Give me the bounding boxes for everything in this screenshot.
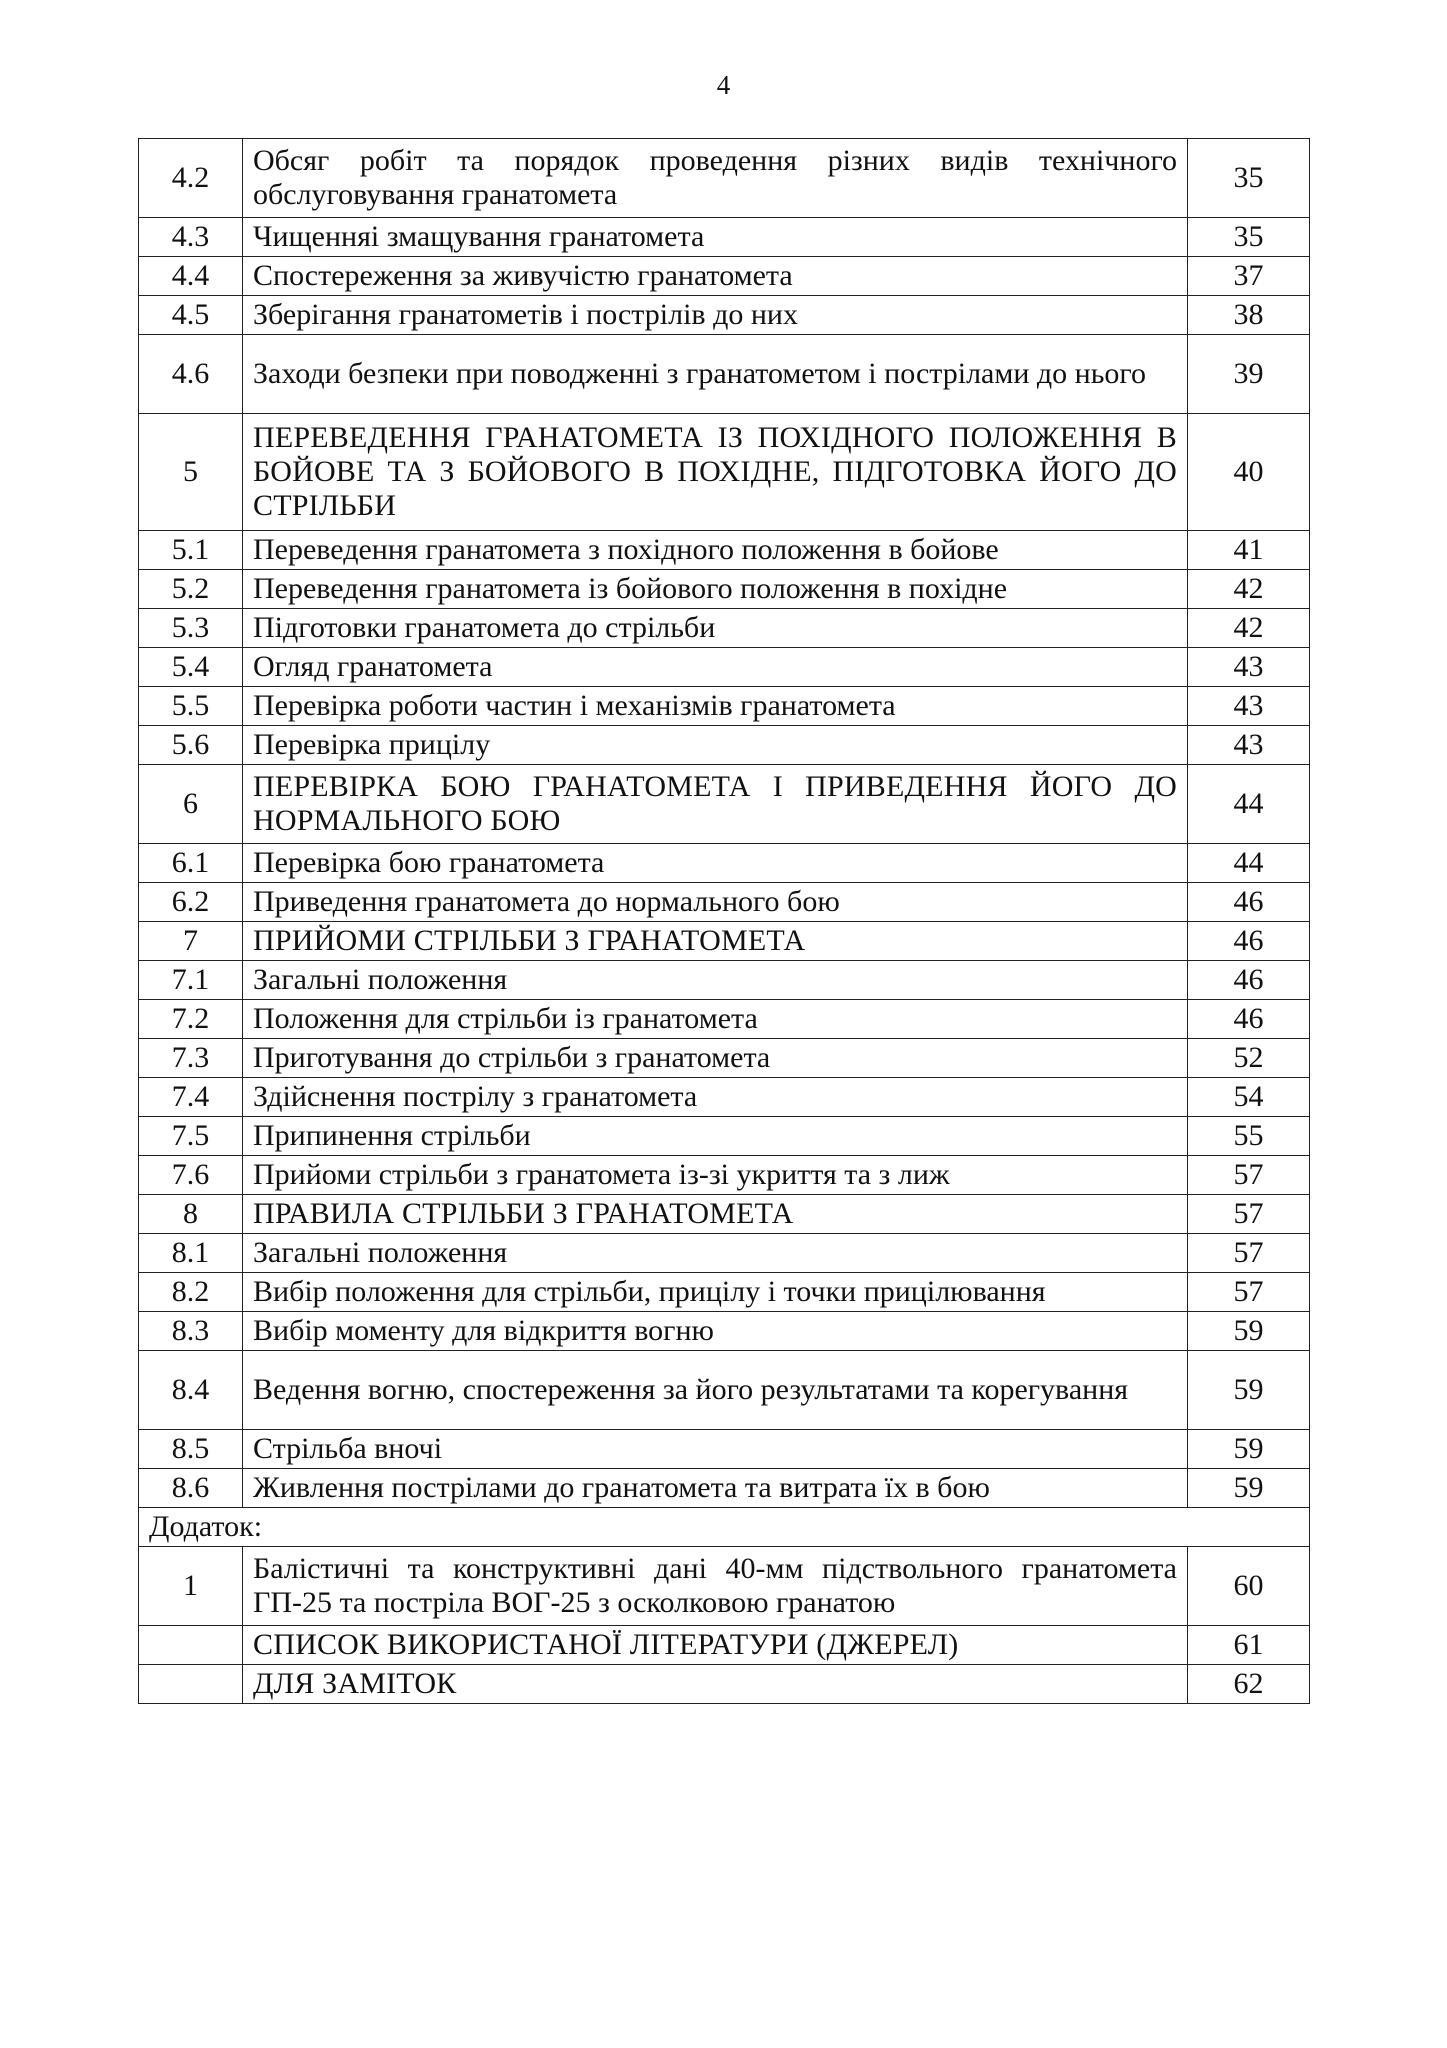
toc-row [139, 1351, 1310, 1430]
toc-section-number: 6.1 [139, 844, 243, 883]
toc-page-number: 60 [1188, 1547, 1310, 1626]
toc-section-title: Здійснення пострілу з гранатомета [243, 1078, 1188, 1117]
toc-row [139, 648, 1310, 687]
toc-appendix-row [139, 1547, 1310, 1626]
toc-section-number: 8.2 [139, 1273, 243, 1312]
toc-page-number: 46 [1188, 883, 1310, 922]
toc-appendix-number: 1 [139, 1547, 243, 1626]
toc-section-number: 7.5 [139, 1117, 243, 1156]
toc-row [139, 1039, 1310, 1078]
toc-page-number: 54 [1188, 1078, 1310, 1117]
toc-page-number: 35 [1188, 218, 1310, 257]
toc-section-number: 5.5 [139, 687, 243, 726]
toc-row [139, 1078, 1310, 1117]
toc-appendix-label: Додаток: [139, 1508, 1310, 1547]
toc-section-title: Приготування до стрільби з гранатомета [243, 1039, 1188, 1078]
toc-chapter-number: 6 [139, 765, 243, 844]
toc-section-title: Стрільба вночі [243, 1430, 1188, 1469]
toc-row [139, 531, 1310, 570]
toc-row [139, 1273, 1310, 1312]
toc-appendix-header-row [139, 1508, 1310, 1547]
toc-section-title: Положення для стрільби із гранатомета [243, 1000, 1188, 1039]
toc-row [139, 844, 1310, 883]
toc-section-title: Підготовки гранатомета до стрільби [243, 609, 1188, 648]
toc-page-number: 44 [1188, 765, 1310, 844]
toc-section-number: 8.3 [139, 1312, 243, 1351]
toc-section-title: Перевірка бою гранатомета [243, 844, 1188, 883]
toc-row [139, 1156, 1310, 1195]
toc-page-number: 46 [1188, 1000, 1310, 1039]
toc-page-number: 39 [1188, 335, 1310, 414]
toc-section-title: Ведення вогню, спостереження за його результатами та корегування [243, 1351, 1188, 1430]
toc-page-number: 57 [1188, 1156, 1310, 1195]
toc-page-number: 61 [1188, 1626, 1310, 1665]
toc-section-title: Обсяг робіт та порядок проведення різних видів технічного обслуговування гранатомета [243, 139, 1188, 218]
toc-section-number: 7.2 [139, 1000, 243, 1039]
toc-section-title: Загальні положення [243, 961, 1188, 1000]
toc-section-number [139, 1626, 243, 1665]
toc-page-number: 62 [1188, 1665, 1310, 1704]
toc-chapter-title: ПРАВИЛА СТРІЛЬБИ З ГРАНАТОМЕТА [243, 1195, 1188, 1234]
page-number: 4 [716, 70, 731, 100]
toc-section-number: 5.4 [139, 648, 243, 687]
toc-chapter-row [139, 1195, 1310, 1234]
toc-notes-title: ДЛЯ ЗАМІТОК [243, 1665, 1188, 1704]
toc-row [139, 1312, 1310, 1351]
toc-page-number: 55 [1188, 1117, 1310, 1156]
toc-page-number: 52 [1188, 1039, 1310, 1078]
toc-page-number: 46 [1188, 922, 1310, 961]
toc-row [139, 1469, 1310, 1508]
toc-page-number: 57 [1188, 1234, 1310, 1273]
toc-section-number [139, 1665, 243, 1704]
toc-row [139, 570, 1310, 609]
toc-section-number: 8.5 [139, 1430, 243, 1469]
toc-row [139, 1665, 1310, 1704]
toc-section-title: Перевірка роботи частин і механізмів гранатомета [243, 687, 1188, 726]
toc-row [139, 1430, 1310, 1469]
toc-section-number: 4.5 [139, 296, 243, 335]
toc-page-number: 59 [1188, 1430, 1310, 1469]
toc-section-title: Спостереження за живучістю гранатомета [243, 257, 1188, 296]
toc-section-title: Живлення пострілами до гранатомета та витрата їх в бою [243, 1469, 1188, 1508]
toc-page-number: 35 [1188, 139, 1310, 218]
toc-chapter-number: 8 [139, 1195, 243, 1234]
toc-appendix-title: Балістичні та конструктивні дані 40-мм підствольного гранатомета ГП-25 та пострілa ВОГ-25 з осколковою гранатою [243, 1547, 1188, 1626]
toc-row [139, 1117, 1310, 1156]
toc-section-number: 5.6 [139, 726, 243, 765]
toc-section-number: 8.1 [139, 1234, 243, 1273]
toc-chapter-row [139, 922, 1310, 961]
toc-section-number: 7.3 [139, 1039, 243, 1078]
toc-row [139, 296, 1310, 335]
toc-section-title: Перевірка прицілу [243, 726, 1188, 765]
toc-row [139, 1626, 1310, 1665]
toc-section-number: 6.2 [139, 883, 243, 922]
toc-row [139, 335, 1310, 414]
table-of-contents [138, 138, 1310, 1704]
toc-section-title: Чищенняі змащування гранатомета [243, 218, 1188, 257]
toc-row [139, 609, 1310, 648]
toc-page-number: 43 [1188, 687, 1310, 726]
toc-page-number: 44 [1188, 844, 1310, 883]
toc-section-title: Припинення стрільби [243, 1117, 1188, 1156]
toc-page-number: 38 [1188, 296, 1310, 335]
toc-row [139, 218, 1310, 257]
toc-row [139, 687, 1310, 726]
toc-page-number: 37 [1188, 257, 1310, 296]
toc-row [139, 139, 1310, 218]
toc-section-number: 4.2 [139, 139, 243, 218]
toc-section-number: 7.4 [139, 1078, 243, 1117]
toc-chapter-title: ПЕРЕВЕДЕННЯ ГРАНАТОМЕТА ІЗ ПОХІДНОГО ПОЛОЖЕННЯ В БОЙОВЕ ТА З БОЙОВОГО В ПОХІДНЕ, ПІДГОТОВКА ЙОГО ДО СТРІЛЬБИ [243, 414, 1188, 531]
toc-page-number: 42 [1188, 570, 1310, 609]
toc-chapter-title: ПРИЙОМИ СТРІЛЬБИ З ГРАНАТОМЕТА [243, 922, 1188, 961]
toc-chapter-row [139, 765, 1310, 844]
toc-page-number: 43 [1188, 726, 1310, 765]
toc-page-number: 43 [1188, 648, 1310, 687]
toc-page-number: 46 [1188, 961, 1310, 1000]
toc-section-title: Зберігання гранатометів і пострілів до них [243, 296, 1188, 335]
toc-row [139, 726, 1310, 765]
toc-chapter-title: ПЕРЕВІРКА БОЮ ГРАНАТОМЕТА І ПРИВЕДЕННЯ ЙОГО ДО НОРМАЛЬНОГО БОЮ [243, 765, 1188, 844]
toc-section-number: 7.1 [139, 961, 243, 1000]
toc-chapter-number: 7 [139, 922, 243, 961]
toc-section-number: 8.4 [139, 1351, 243, 1430]
toc-section-title: Вибір положення для стрільби, прицілу і точки прицілювання [243, 1273, 1188, 1312]
toc-section-number: 5.2 [139, 570, 243, 609]
toc-section-title: Прийоми стрільби з гранатомета із-зі укриття та з лиж [243, 1156, 1188, 1195]
toc-row [139, 1000, 1310, 1039]
toc-section-number: 4.4 [139, 257, 243, 296]
toc-section-number: 8.6 [139, 1469, 243, 1508]
toc-references-title: СПИСОК ВИКОРИСТАНОЇ ЛІТЕРАТУРИ (ДЖЕРЕЛ) [243, 1626, 1188, 1665]
toc-section-title: Загальні положення [243, 1234, 1188, 1273]
toc-section-title: Огляд гранатомета [243, 648, 1188, 687]
toc-page-number: 57 [1188, 1195, 1310, 1234]
toc-section-title: Переведення гранатомета з похідного положення в бойове [243, 531, 1188, 570]
toc-page-number: 59 [1188, 1469, 1310, 1508]
toc-page-number: 40 [1188, 414, 1310, 531]
toc-row [139, 1234, 1310, 1273]
toc-page-number: 41 [1188, 531, 1310, 570]
toc-row [139, 961, 1310, 1000]
toc-chapter-row [139, 414, 1310, 531]
toc-page-number: 59 [1188, 1351, 1310, 1430]
toc-section-title: Заходи безпеки при поводженні з гранатометом і пострілами до нього [243, 335, 1188, 414]
toc-section-title: Переведення гранатомета із бойового положення в похідне [243, 570, 1188, 609]
toc-page-number: 42 [1188, 609, 1310, 648]
toc-row [139, 883, 1310, 922]
toc-chapter-number: 5 [139, 414, 243, 531]
toc-section-title: Приведення гранатомета до нормального бою [243, 883, 1188, 922]
toc-section-number: 5.3 [139, 609, 243, 648]
toc-section-title: Вибір моменту для відкриття вогню [243, 1312, 1188, 1351]
toc-section-number: 7.6 [139, 1156, 243, 1195]
toc-section-number: 5.1 [139, 531, 243, 570]
toc-row [139, 257, 1310, 296]
toc-page-number: 57 [1188, 1273, 1310, 1312]
toc-page-number: 59 [1188, 1312, 1310, 1351]
toc-section-number: 4.6 [139, 335, 243, 414]
toc-section-number: 4.3 [139, 218, 243, 257]
